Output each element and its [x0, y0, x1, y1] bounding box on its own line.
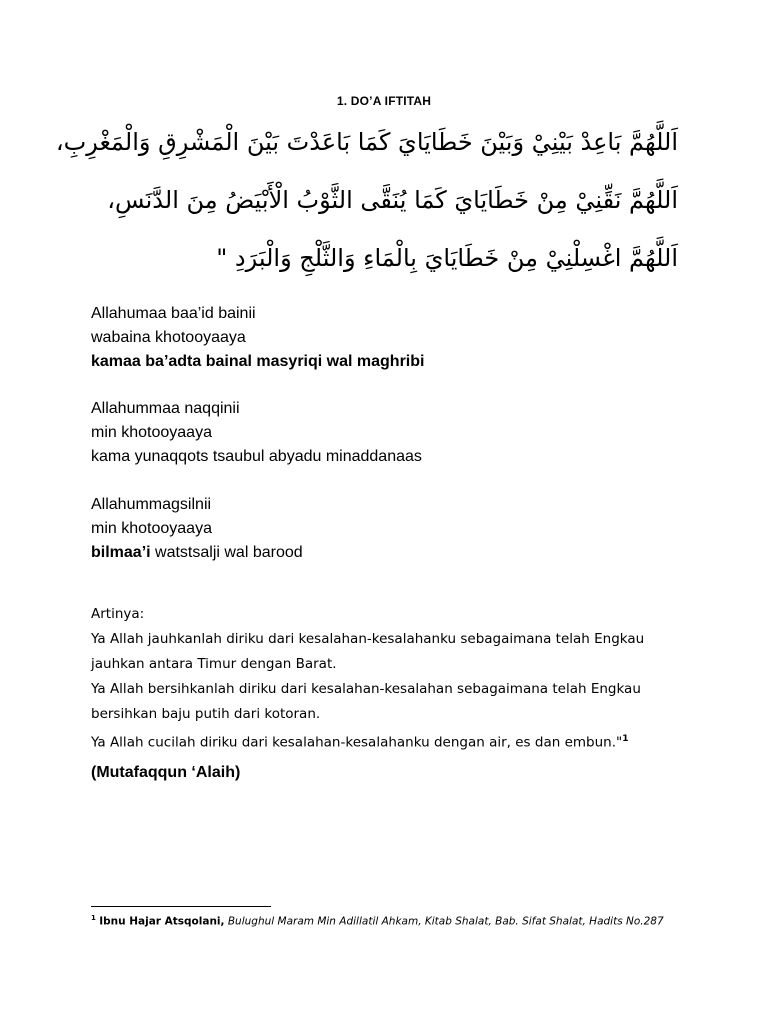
footnote-number: 1: [91, 914, 96, 922]
arabic-verse-3: اَللَّهُمَّ اغْسِلْنِيْ مِنْ خَطَايَايَ بِالْمَاءِ وَالثَّلْجِ وَالْبَرَدِ ": [216, 244, 678, 272]
transliteration-group-1: [91, 302, 424, 374]
footnote-reference[interactable]: 1: [622, 734, 629, 744]
translation-line: Ya Allah jauhkanlah diriku dari kesalahan-kesalahanku sebagaimana telah Engkau: [91, 631, 645, 647]
translation-line: [91, 727, 711, 756]
translit-line: [91, 541, 303, 565]
translit-bold-word: bilmaa’i: [91, 544, 151, 561]
transliteration-group-3: [91, 493, 303, 565]
translation-line: Ya Allah bersihkanlah diriku dari kesalahan-kesalahan sebagaimana telah Engkau: [91, 681, 641, 697]
translit-rest: watstsalji wal barood: [150, 544, 303, 561]
translit-line: wabaina khotooyaaya: [91, 329, 246, 346]
hadith-grade: (Mutafaqqun ‘Alaih): [91, 764, 241, 781]
footnote-citation: Bulughul Maram Min Adillatil Ahkam, Kitab Shalat, Bab. Sifat Shalat, Hadits No.287: [224, 915, 664, 928]
translation-heading: Artinya:: [91, 606, 145, 622]
footnote: [91, 914, 664, 928]
translation-last-line: Ya Allah cucilah diriku dari kesalahan-kesalahanku dengan air, es dan embun.": [91, 734, 623, 751]
footnote-author: Ibnu Hajar Atsqolani,: [99, 915, 225, 928]
translit-line: min khotooyaaya: [91, 424, 212, 441]
translit-line: kama yunaqqots tsaubul abyadu minaddanaas: [91, 448, 422, 465]
arabic-verse-2: اَللَّهُمَّ نَقِّنِيْ مِنْ خَطَايَايَ كَمَا يُنَقَّى الثَّوْبُ الْأَبْيَضُ مِنَ الدَّنَسِ،: [107, 186, 678, 214]
footnote-divider: [91, 906, 271, 907]
translit-line: min khotooyaaya: [91, 520, 212, 537]
transliteration-group-2: [91, 397, 422, 469]
translation-line: jauhkan antara Timur dengan Barat.: [91, 656, 337, 672]
translation-line: bersihkan baju putih dari kotoran.: [91, 706, 321, 722]
arabic-verse-1: اَللَّهُمَّ بَاعِدْ بَيْنِيْ وَبَيْنَ خَطَايَايَ كَمَا بَاعَدْتَ بَيْنَ الْمَشْرِقِ وَالْمَغْرِبِ،: [55, 128, 678, 156]
translit-line: Allahummagsilnii: [91, 496, 212, 513]
translation-section: [91, 602, 711, 756]
translit-line: Allahummaa naqqinii: [91, 400, 240, 417]
document-title: 1. DO’A IFTITAH: [336, 94, 432, 108]
translit-line: kamaa ba’adta bainal masyriqi wal maghribi: [91, 353, 425, 370]
translit-line: Allahumaa baa’id bainii: [91, 305, 256, 322]
